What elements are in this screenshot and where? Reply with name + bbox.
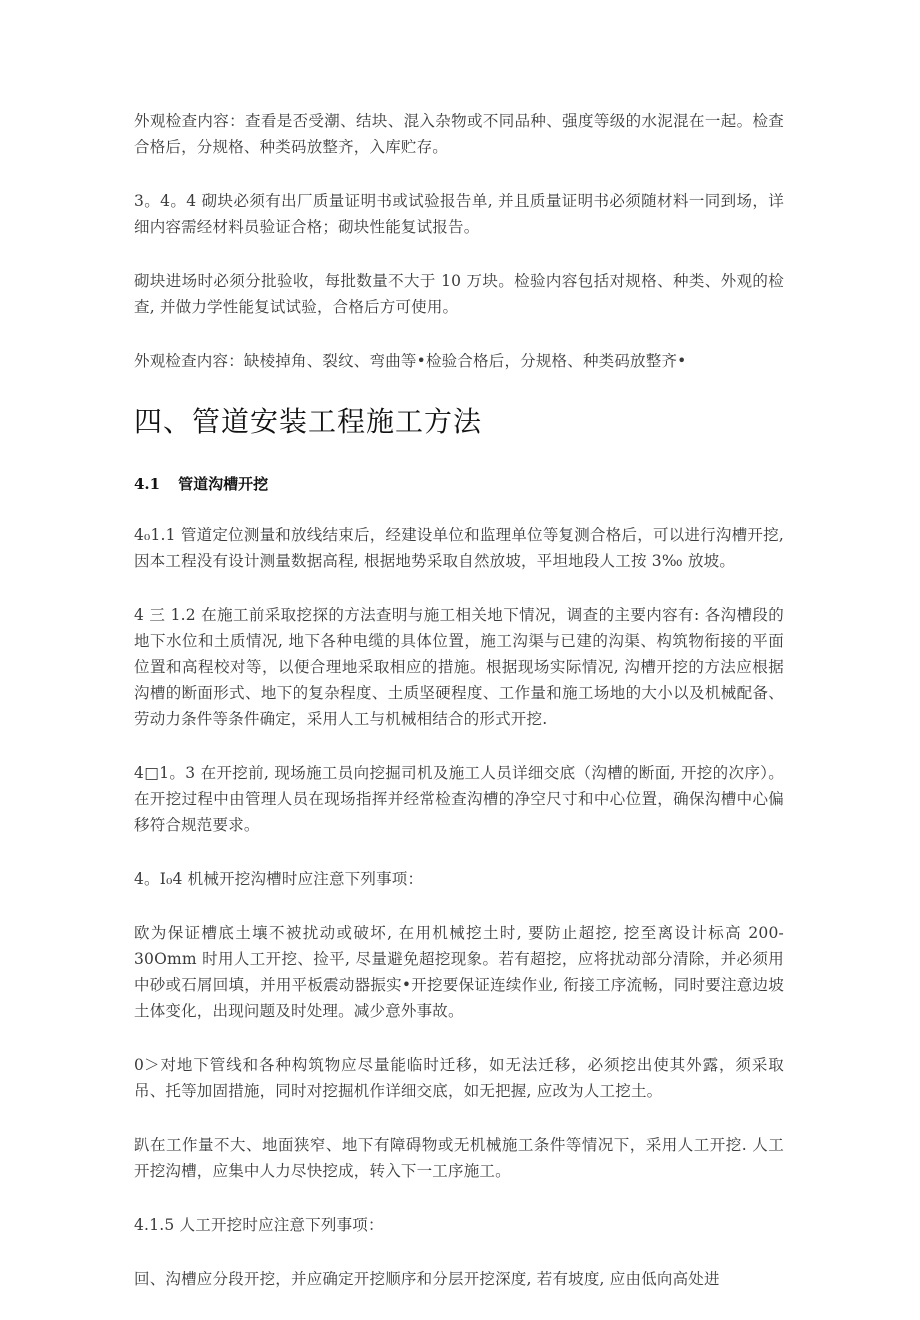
subsection-number: 4.1 <box>134 475 161 493</box>
paragraph-manual-digging: 趴在工作量不大、地面狭窄、地下有障碍物或无机械施工条件等情况下，采用人工开挖. 人工开挖沟槽，应集中人力尽快挖成，转入下一工序施工。 <box>134 1136 784 1180</box>
paragraph-block-acceptance: 砌块进场时必须分批验收，每批数量不大于 10 万块。检验内容包括对规格、种类、外观的检查, 并做力学性能复试试验，合格后方可使用。 <box>134 272 784 316</box>
paragraph-machine-digging-2: 0＞对地下管线和各种构筑物应尽量能临时迁移，如无法迁移，必须挖出使其外露，须采取吊、托等加固措施，同时对挖掘机作详细交底，如无把握, 应改为人工挖土。 <box>134 1056 784 1100</box>
paragraph-4-1-2: 4 三 1.2 在施工前采取挖探的方法查明与施工相关地下情况，调查的主要内容有: 各沟槽段的地下水位和土质情况, 地下各种电缆的具体位置，施工沟渠与已建的沟渠、构筑物衔接的平面位置和高程校对等，以便合理地采取相应的措施。根据现场实际情况, 沟槽开挖的方法应根据沟槽的断面形式、地下的复杂程度、土质坚硬程度、工作量和施工场地的大小以及机械配备、劳动力条件等条件确定，采用人工与机械相结合的形式开挖. <box>134 606 784 728</box>
paragraph-4-1-3: 4□1。3 在开挖前, 现场施工员向挖掘司机及施工人员详细交底（沟槽的断面, 开挖的次序）。在开挖过程中由管理人员在现场指挥并经常检查沟槽的净空尺寸和中心位置，确保沟槽中心偏移符合规范要求。 <box>134 764 784 834</box>
paragraph-4-1-4: 4。I₀4 机械开挖沟槽时应注意下列事项： <box>134 870 424 888</box>
paragraph-trench-segments: 回、沟槽应分段开挖，并应确定开挖顺序和分层开挖深度, 若有坡度, 应由低向高处进 <box>134 1270 720 1288</box>
section-title: 四、管道安装工程施工方法 <box>134 405 483 438</box>
paragraph-block-appearance: 外观检查内容：缺棱掉角、裂纹、弯曲等•检验合格后，分规格、种类码放整齐• <box>134 352 687 370</box>
subsection-title: 管道沟槽开挖 <box>178 475 269 493</box>
paragraph-machine-digging-1: 欧为保证槽底土壤不被扰动或破坏, 在用机械挖土时, 要防止超挖, 挖至离设计标高 200-30Omm 时用人工开挖、捡平, 尽量避免超挖现象。若有超挖，应将扰动部分清除，并必须用中砂或石屑回填，并用平板震动器振实•开挖要保证连续作业, 衔接工序流畅，同时要注意边坡土体变化，出现问题及时处理。减少意外事故。 <box>134 924 784 1020</box>
paragraph-cement-inspection: 外观检查内容：查看是否受潮、结块、混入杂物或不同品种、强度等级的水泥混在一起。检查合格后，分规格、种类码放整齐，入库贮存。 <box>134 112 784 156</box>
paragraph-block-certificate: 3。4。4 砌块必须有出厂质量证明书或试验报告单, 并且质量证明书必须随材料一同到场，详细内容需经材料员验证合格；砌块性能复试报告。 <box>134 192 784 236</box>
subsection-heading <box>134 472 784 496</box>
paragraph-4-1-1: 4₀1.1 管道定位测量和放线结束后，经建设单位和监理单位等复测合格后，可以进行沟槽开挖, 因本工程没有设计测量数据高程, 根据地势采取自然放坡，平坦地段人工按 3‰ 放坡。 <box>134 526 784 570</box>
document-body <box>134 108 784 1320</box>
paragraph-4-1-5: 4.1.5 人工开挖时应注意下列事项： <box>134 1216 384 1234</box>
